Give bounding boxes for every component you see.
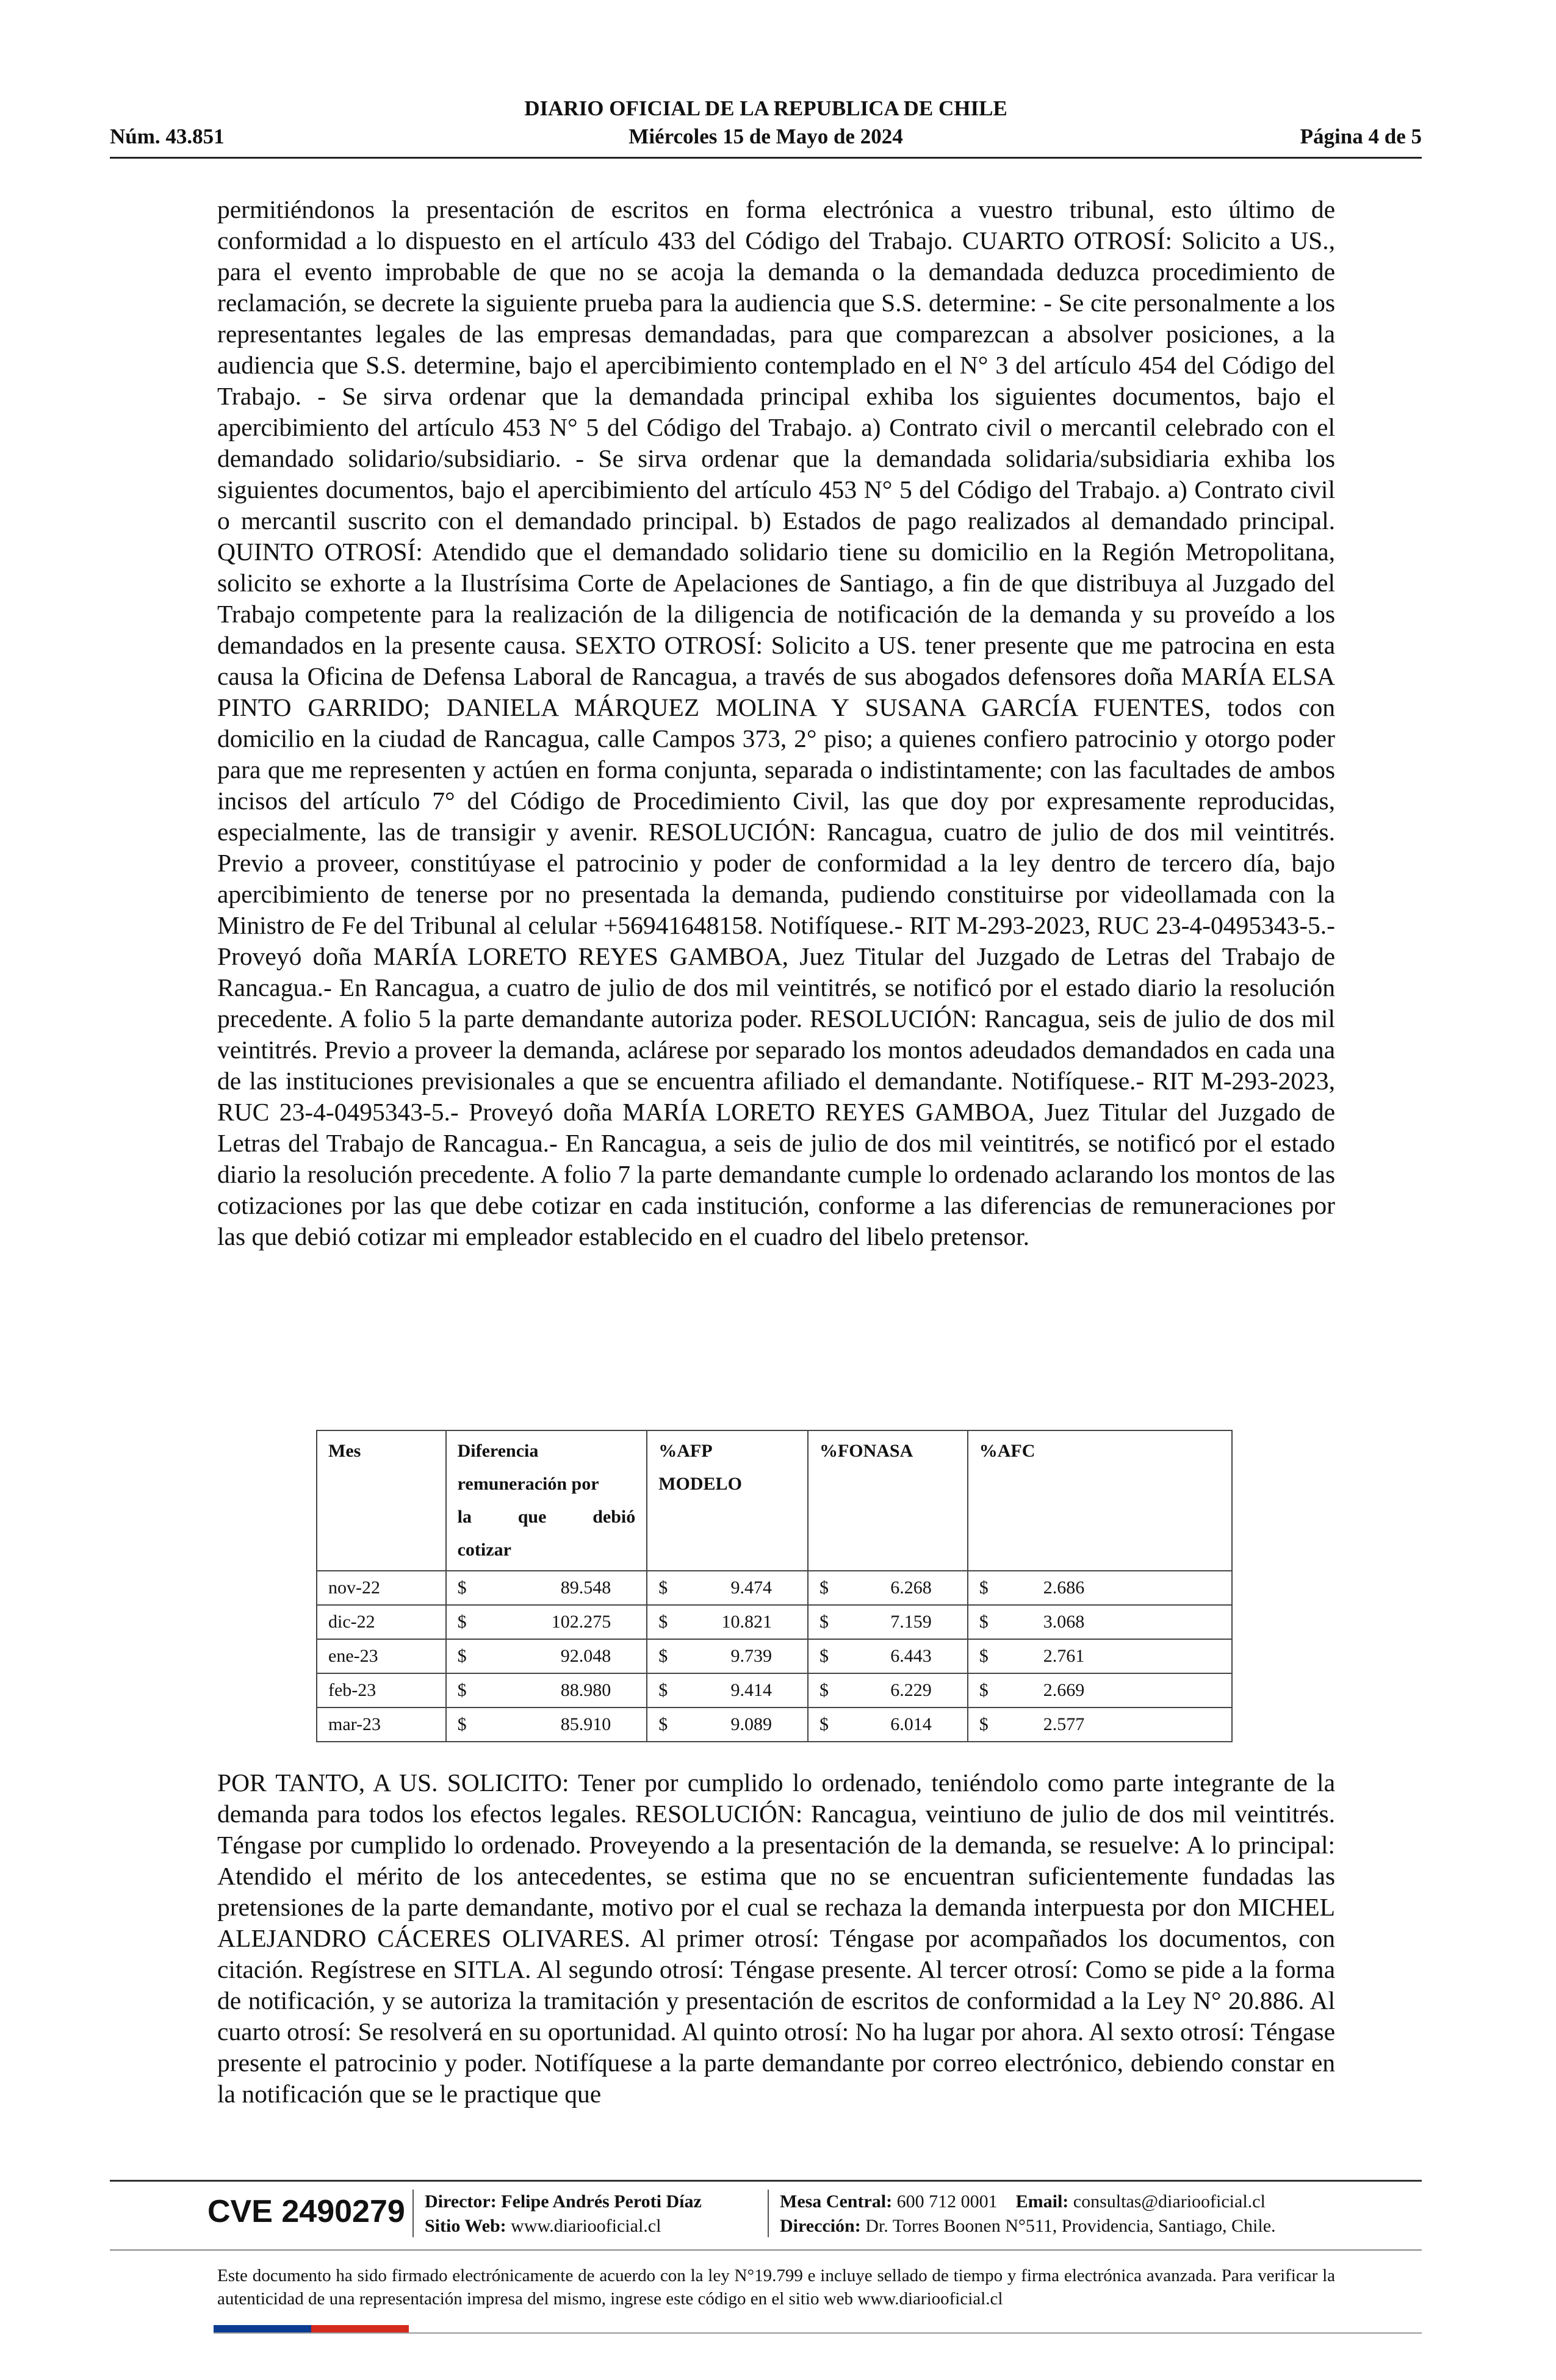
- amount: 85.910: [560, 1714, 611, 1734]
- footer-contact-block: [780, 2190, 1276, 2238]
- column-header-afc: %AFC: [968, 1430, 1232, 1571]
- cell-fonasa: [808, 1707, 968, 1742]
- column-header-diferencia: [446, 1430, 647, 1571]
- currency-symbol: $: [457, 1646, 467, 1666]
- publication-title: DIARIO OFICIAL DE LA REPUBLICA DE CHILE: [524, 96, 1007, 120]
- bottom-divider: [214, 2332, 1422, 2334]
- header-line: %AFP: [658, 1441, 713, 1461]
- cell-diferencia: [446, 1707, 647, 1742]
- table-row: [317, 1707, 1232, 1742]
- cell-fonasa: [808, 1605, 968, 1639]
- currency-symbol: $: [979, 1646, 989, 1666]
- amount: 9.739: [730, 1646, 772, 1666]
- amount: 6.443: [890, 1646, 932, 1666]
- currency-symbol: $: [819, 1680, 829, 1700]
- address-text: Dr. Torres Boonen N°511, Providencia, Santiago, Chile.: [865, 2216, 1276, 2236]
- cell-fonasa: [808, 1571, 968, 1605]
- cell-diferencia: [446, 1639, 647, 1673]
- cell-diferencia: [446, 1673, 647, 1707]
- director-name: Felipe Andrés Peroti Díaz: [501, 2191, 702, 2212]
- amount: 89.548: [560, 1578, 611, 1598]
- cell-mes: ene-23: [317, 1639, 446, 1673]
- phone-label: Mesa Central:: [780, 2191, 893, 2212]
- cell-afp: [647, 1639, 808, 1673]
- cell-afp: [647, 1707, 808, 1742]
- director-label: Director:: [425, 2191, 497, 2212]
- page-header: [110, 95, 1422, 156]
- cell-afc: [968, 1639, 1232, 1673]
- currency-symbol: $: [658, 1680, 668, 1700]
- currency-symbol: $: [457, 1680, 467, 1700]
- phone-number: 600 712 0001: [896, 2191, 998, 2212]
- cell-afc: [968, 1605, 1232, 1639]
- amount: 2.669: [1043, 1680, 1085, 1700]
- flag-blue-segment: [214, 2325, 311, 2332]
- issue-number: Núm. 43.851: [110, 124, 225, 148]
- cell-afc: [968, 1571, 1232, 1605]
- cell-afp: [647, 1571, 808, 1605]
- amount: 6.014: [890, 1714, 932, 1734]
- currency-symbol: $: [658, 1612, 668, 1632]
- cell-fonasa: [808, 1673, 968, 1707]
- amount: 6.229: [890, 1680, 932, 1700]
- body-paragraph: POR TANTO, A US. SOLICITO: Tener por cumplido lo ordenado, teniéndolo como parte integrante de la demanda para todos los efectos legales. RESOLUCIÓN: Rancagua, veintiuno de julio de dos mil veintitrés. Téngase por cumplido lo ordenado. Proveyendo a la presentación de la demanda, se resuelve: A lo principal: Atendido el mérito de los antecedentes, se estima que no se encuentran suficientemente fundadas las pretensiones de la parte demandante, motivo por el cual se rechaza la demanda interpuesta por don MICHEL ALEJANDRO CÁCERES OLIVARES. Al primer otrosí: Téngase por acompañados los documentos, con citación. Regístrese en SITLA. Al segundo otrosí: Téngase presente. Al tercer otrosí: Como se pide a la forma de notificación, y se autoriza la tramitación y presentación de escritos de conformidad a la Ley N° 20.886. Al cuarto otrosí: Se resolverá en su oportunidad. Al quinto otrosí: No ha lugar por ahora. Al sexto otrosí: Téngase presente el patrocinio y poder. Notifíquese a la parte demandante por correo electrónico, debiendo constar en la notificación que se le practique que: [217, 1769, 1335, 2108]
- currency-symbol: $: [819, 1646, 829, 1666]
- footer-divider: [110, 2180, 1422, 2182]
- amount: 7.159: [890, 1612, 932, 1632]
- column-header-fonasa: %FONASA: [808, 1430, 968, 1571]
- issue-date: Miércoles 15 de Mayo de 2024: [629, 124, 903, 148]
- website-label: Sitio Web:: [425, 2216, 506, 2236]
- cell-diferencia: [446, 1571, 647, 1605]
- amount: 9.089: [730, 1714, 772, 1734]
- cell-fonasa: [808, 1639, 968, 1673]
- contributions-table: [316, 1430, 1233, 1742]
- amount: 88.980: [560, 1680, 611, 1700]
- currency-symbol: $: [658, 1646, 668, 1666]
- column-header-afp: [647, 1430, 808, 1571]
- cell-diferencia: [446, 1605, 647, 1639]
- cell-afp: [647, 1605, 808, 1639]
- amount: 10.821: [721, 1612, 772, 1632]
- legal-notice: Este documento ha sido firmado electrónicamente de acuerdo con la ley N°19.799 e incluye sellado de tiempo y firma electrónica avanzada. Para verificar la autenticidad de una representación impresa del mismo, ingrese este código en el sitio web www.diariooficial.cl: [217, 2266, 1335, 2309]
- currency-symbol: $: [819, 1612, 829, 1632]
- cell-mes: nov-22: [317, 1571, 446, 1605]
- header-line: cotizar: [457, 1540, 511, 1560]
- currency-symbol: $: [658, 1714, 668, 1734]
- table-row: [317, 1571, 1232, 1605]
- currency-symbol: $: [457, 1578, 467, 1598]
- currency-symbol: $: [658, 1578, 668, 1598]
- email-link[interactable]: consultas@diariooficial.cl: [1073, 2191, 1266, 2212]
- page-number: Página 4 de 5: [1300, 124, 1422, 148]
- table-row: [317, 1673, 1232, 1707]
- amount: 102.275: [551, 1612, 611, 1632]
- body-paragraph: permitiéndonos la presentación de escritos en forma electrónica a vuestro tribunal, esto último de conformidad a lo dispuesto en el artículo 433 del Código del Trabajo. CUARTO OTROSÍ: Solicito a US., para el evento improbable de que no se acoja la demanda o la demandada deduzca procedimiento de reclamación, se decrete la siguiente prueba para la audiencia que S.S. determine: - Se cite personalmente a los representantes legales de las empresas demandadas, para que comparezcan a absolver posiciones, a la audiencia que S.S. determine, bajo el apercibimiento contemplado en el N° 3 del artículo 454 del Código del Trabajo. - Se sirva ordenar que la demandada principal exhiba los siguientes documentos, bajo el apercibimiento del artículo 453 N° 5 del Código del Trabajo. a) Contrato civil o mercantil celebrado con el demandado solidario/subsidiario. - Se sirva ordenar que la demandada solidaria/subsidiaria exhiba los siguientes documentos, bajo el apercibimiento del artículo 453 N° 5 del Código del Trabajo. a) Contrato civil o mercantil suscrito con el demandado principal. b) Estados de pago realizados al demandado principal. QUINTO OTROSÍ: Atendido que el demandado solidario tiene su domicilio en la Región Metropolitana, solicito se exhorte a la Ilustrísima Corte de Apelaciones de Santiago, a fin de que distribuya al Juzgado del Trabajo competente para la realización de la diligencia de notificación de la demanda y su proveído a los demandados en la presente causa. SEXTO OTROSÍ: Solicito a US. tener presente que me patrocina en esta causa la Oficina de Defensa Laboral de Rancagua, a través de sus abogados defensores doña MARÍA ELSA PINTO GARRIDO; DANIELA MÁRQUEZ MOLINA Y SUSANA GARCÍA FUENTES, todos con domicilio en la ciudad de Rancagua, calle Campos 373, 2° piso; a quienes confiero patrocinio y otorgo poder para que me representen y actúen en forma conjunta, separada o indistintamente; con las facultades de ambos incisos del artículo 7° del Código de Procedimiento Civil, las que doy por expresamente reproducidas, especialmente, las de transigir y avenir. RESOLUCIÓN: Rancagua, cuatro de julio de dos mil veintitrés. Previo a proveer, constitúyase el patrocinio y poder de conformidad a la ley dentro de tercero día, bajo apercibimiento de tenerse por no presentada la demanda, pudiendo constituirse por videollamada con la Ministro de Fe del Tribunal al celular +56941648158. Notifíquese.- RIT M-293-2023, RUC 23-4-0495343-5.- Proveyó doña MARÍA LORETO REYES GAMBOA, Juez Titular del Juzgado de Letras del Trabajo de Rancagua.- En Rancagua, a cuatro de julio de dos mil veintitrés, se notificó por el estado diario la resolución precedente. A folio 5 la parte demandante autoriza poder. RESOLUCIÓN: Rancagua, seis de julio de dos mil veintitrés. Previo a proveer la demanda, aclárese por separado los montos adeudados demandados en cada una de las instituciones previsionales a que se encuentra afiliado el demandante. Notifíquese.- RIT M-293-2023, RUC 23-4-0495343-5.- Proveyó doña MARÍA LORETO REYES GAMBOA, Juez Titular del Juzgado de Letras del Trabajo de Rancagua.- En Rancagua, a seis de julio de dos mil veintitrés, se notificó por el estado diario la resolución precedente. A folio 7 la parte demandante cumple lo ordenado aclarando los montos de las cotizaciones por las que debe cotizar en cada institución, conforme a las diferencias de remuneraciones por las que debió cotizar mi empleador establecido en el cuadro del libelo pretensor.: [217, 195, 1335, 1250]
- footer-director-block: [425, 2190, 702, 2238]
- cell-afc: [968, 1673, 1232, 1707]
- currency-symbol: $: [457, 1714, 467, 1734]
- amount: 9.414: [730, 1680, 772, 1700]
- website-link[interactable]: www.diariooficial.cl: [511, 2216, 661, 2236]
- cell-mes: mar-23: [317, 1707, 446, 1742]
- header-divider: [110, 157, 1422, 159]
- amount: 9.474: [730, 1578, 772, 1598]
- cve-code: CVE 2490279: [207, 2194, 405, 2229]
- footer-separator: [412, 2190, 414, 2237]
- cell-mes: dic-22: [317, 1605, 446, 1639]
- footer-divider-2: [110, 2249, 1422, 2251]
- currency-symbol: $: [979, 1714, 989, 1734]
- amount: 3.068: [1043, 1612, 1085, 1632]
- amount: 2.761: [1043, 1646, 1085, 1666]
- amount: 92.048: [560, 1646, 611, 1666]
- amount: 6.268: [890, 1578, 932, 1598]
- cell-afp: [647, 1673, 808, 1707]
- cell-afc: [968, 1707, 1232, 1742]
- flag-red-segment: [311, 2325, 409, 2332]
- email-label: Email:: [1015, 2191, 1069, 2212]
- footer-separator: [768, 2190, 769, 2237]
- header-line: MODELO: [658, 1474, 742, 1494]
- table-row: [317, 1639, 1232, 1673]
- amount: 2.577: [1043, 1714, 1085, 1734]
- header-line: la que debió: [457, 1507, 636, 1527]
- table-row: [317, 1605, 1232, 1639]
- currency-symbol: $: [819, 1714, 829, 1734]
- amount: 2.686: [1043, 1578, 1085, 1598]
- address-label: Dirección:: [780, 2216, 861, 2236]
- header-line: remuneración por: [457, 1474, 599, 1494]
- currency-symbol: $: [979, 1612, 989, 1632]
- column-header-mes: Mes: [317, 1430, 446, 1571]
- table-header-row: [317, 1430, 1232, 1571]
- flag-stripe: [214, 2325, 409, 2332]
- currency-symbol: $: [979, 1578, 989, 1598]
- currency-symbol: $: [819, 1578, 829, 1598]
- currency-symbol: $: [979, 1680, 989, 1700]
- cell-mes: feb-23: [317, 1673, 446, 1707]
- currency-symbol: $: [457, 1612, 467, 1632]
- header-line: Diferencia: [457, 1441, 539, 1461]
